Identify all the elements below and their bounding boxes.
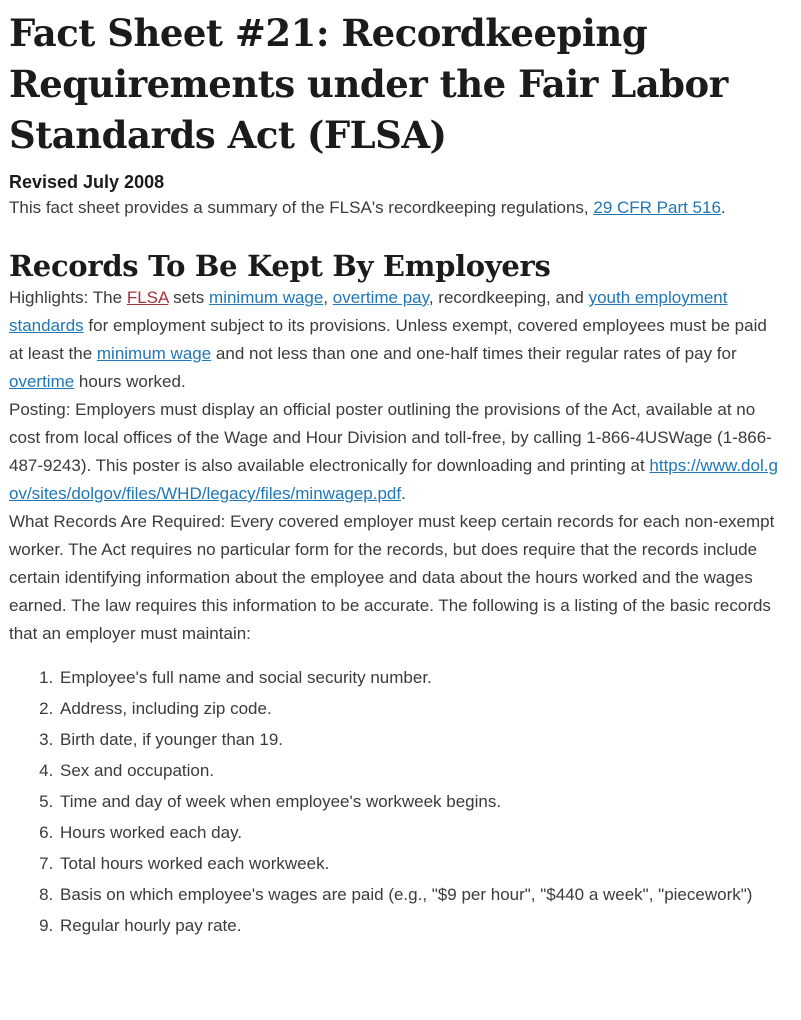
- highlights-text-1: sets: [168, 288, 210, 307]
- list-item: 2. Address, including zip code.: [58, 695, 784, 723]
- highlights-text-6: hours worked.: [74, 372, 186, 391]
- highlights-paragraph: [9, 284, 784, 396]
- link-flsa[interactable]: FLSA: [126, 288, 169, 307]
- list-item: 8. Basis on which employee's wages are paid (e.g., "$9 per hour", "$440 a week", "piecework"): [58, 881, 784, 909]
- link-minimum-wage-2[interactable]: minimum wage: [96, 344, 212, 363]
- list-item: 9. Regular hourly pay rate.: [58, 912, 784, 940]
- list-item: 6. Hours worked each day.: [58, 819, 784, 847]
- link-minimum-wage-1[interactable]: minimum wage: [209, 288, 324, 307]
- link-29-cfr-part-516[interactable]: 29 CFR Part 516: [593, 198, 721, 217]
- list-item: 5. Time and day of week when employee's workweek begins.: [58, 788, 784, 816]
- posting-text-1: .: [401, 484, 406, 503]
- required-records-list: [9, 664, 784, 940]
- intro-text-post: .: [720, 198, 726, 217]
- highlights-text-5: and not less than one and one-half times their regular rates of pay for: [211, 344, 737, 363]
- intro-text-pre: This fact sheet provides a summary of the FLSA's recordkeeping regulations,: [9, 198, 594, 217]
- page-title: Fact Sheet #21: Recordkeeping Requirements under the Fair Labor Standards Act (FLSA): [9, 11, 728, 157]
- link-overtime-pay[interactable]: overtime pay: [332, 288, 429, 307]
- list-item: 3. Birth date, if younger than 19.: [58, 726, 784, 754]
- link-youth-employment-standards[interactable]: youth employment standards: [9, 288, 728, 335]
- link-overtime[interactable]: overtime: [9, 372, 75, 391]
- revised-date: Revised July 2008: [9, 172, 165, 192]
- highlights-text-4: for employment subject to its provisions. Unless exempt, covered employees must be paid at least the: [9, 316, 767, 363]
- list-item: 1. Employee's full name and social security number.: [58, 664, 784, 692]
- posting-paragraph: [9, 396, 784, 508]
- what-records-paragraph: What Records Are Required: Every covered employer must keep certain records for each non-exempt worker. The Act requires no particular form for the records, but does require that the records include certain identifying information about the employee and data about the hours worked and the wages earned. The law requires this information to be accurate. The following is a listing of the basic records that an employer must maintain:: [9, 512, 775, 643]
- highlights-text-3: , recordkeeping, and: [428, 288, 589, 307]
- highlights-text-0: Highlights: The: [9, 288, 127, 307]
- list-item: 4. Sex and occupation.: [58, 757, 784, 785]
- list-item: 7. Total hours worked each workweek.: [58, 850, 784, 878]
- highlights-text-2: ,: [323, 288, 333, 307]
- posting-text-0: Posting: Employers must display an official poster outlining the provisions of the Act, available at no cost from local offices of the Wage and Hour Division and toll-free, by calling 1-866-4USWage (1-866-487-9243). This poster is also available electronically for downloading and printing at: [9, 400, 772, 475]
- intro-paragraph: [9, 194, 784, 222]
- section-heading-records: Records To Be Kept By Employers: [9, 249, 551, 283]
- link-minwage-poster-pdf[interactable]: https://www.dol.gov/sites/dolgov/files/WHD/legacy/files/minwagep.pdf: [9, 456, 778, 503]
